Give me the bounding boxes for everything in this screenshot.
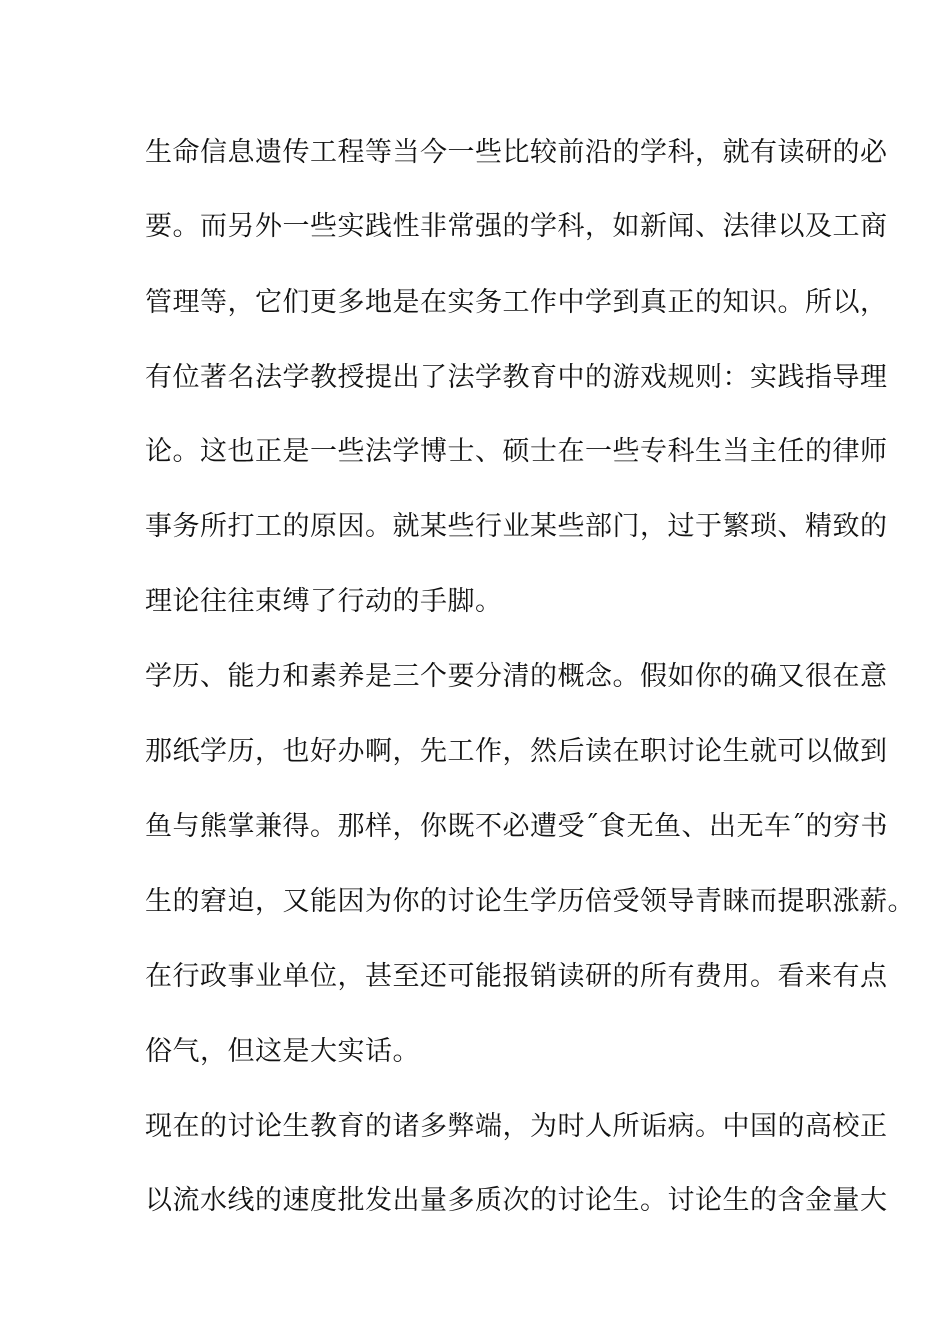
- text-line: 生命信息遗传工程等当今一些比较前沿的学科，就有读研的必: [145, 137, 888, 168]
- text-line: 要。而另外一些实践性非常强的学科，如新闻、法律以及工商: [145, 211, 888, 242]
- text-line: 现在的讨论生教育的诸多弊端，为时人所诟病。中国的高校正: [145, 1111, 888, 1142]
- text-line: 俗气，但这是大实话。: [145, 1036, 420, 1067]
- text-line: 鱼与熊掌兼得。那样，你既不必遭受˝食无鱼、出无车˝的穷书: [145, 811, 888, 842]
- text-line: 有位著名法学教授提出了法学教育中的游戏规则：实践指导理: [145, 362, 888, 393]
- text-line: 事务所打工的原因。就某些行业某些部门，过于繁琐、精致的: [145, 511, 888, 542]
- text-line: 那纸学历，也好办啊，先工作，然后读在职讨论生就可以做到: [145, 736, 888, 767]
- text-line: 论。这也正是一些法学博士、硕士在一些专科生当主任的律师: [145, 436, 888, 467]
- text-line: 以流水线的速度批发出量多质次的讨论生。讨论生的含金量大: [145, 1185, 888, 1216]
- text-line: 理论往往束缚了行动的手脚。: [145, 586, 503, 617]
- text-line: 生的窘迫，又能因为你的讨论生学历倍受领导青睐而提职涨薪。: [145, 886, 915, 917]
- text-line: 在行政事业单位，甚至还可能报销读研的所有费用。看来有点: [145, 961, 888, 992]
- text-line: 学历、能力和素养是三个要分清的概念。假如你的确又很在意: [145, 661, 888, 692]
- text-line: 管理等，它们更多地是在实务工作中学到真正的知识。所以，: [145, 287, 888, 318]
